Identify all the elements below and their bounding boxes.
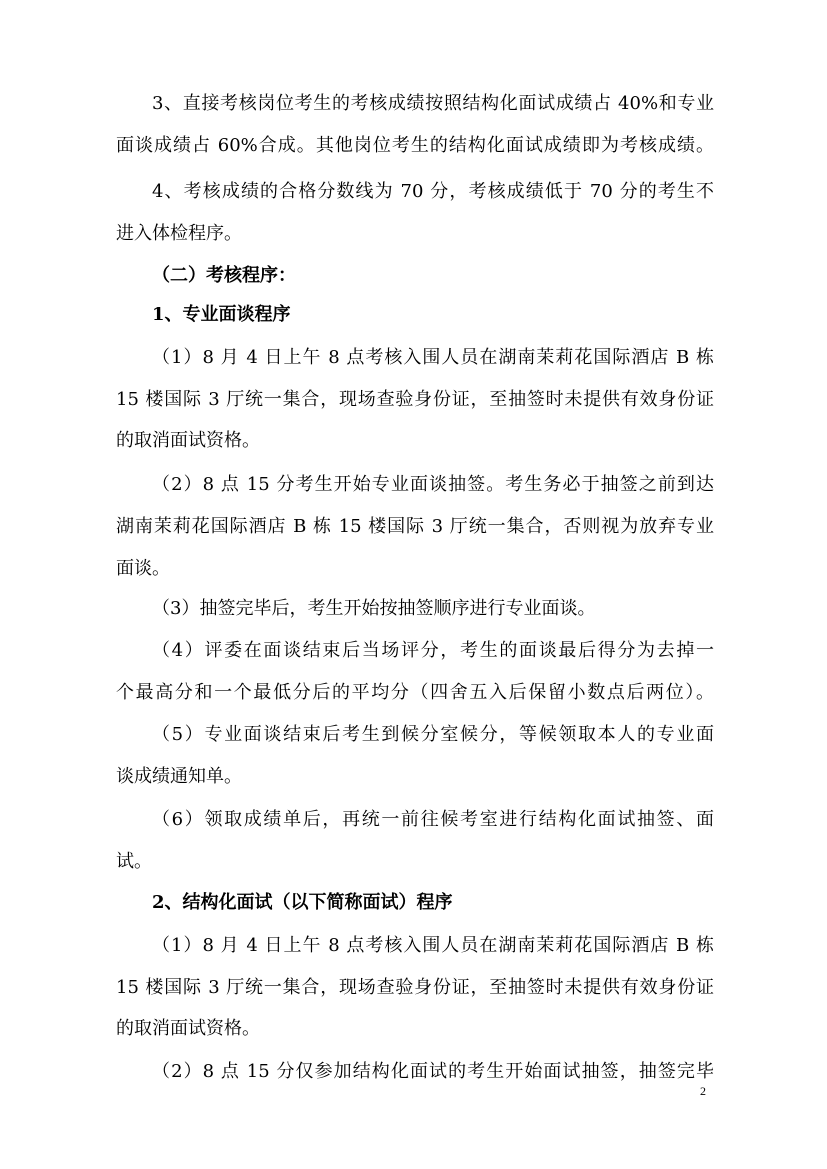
paragraph-line: 面谈。 <box>116 558 170 579</box>
paragraph-line: （1）8 月 4 日上午 8 点考核入围人员在湖南茉莉花国际酒店 B 栋 <box>152 347 714 368</box>
section-heading: （二）考核程序： <box>152 265 296 286</box>
subsection-heading: 2、结构化面试（以下简称面试）程序 <box>152 892 453 913</box>
paragraph-line: （2）8 点 15 分仅参加结构化面试的考生开始面试抽签，抽签完毕 <box>152 1061 714 1082</box>
paragraph-line: 15 楼国际 3 厅统一集合，现场查验身份证，至抽签时未提供有效身份证 <box>116 977 714 998</box>
paragraph-line: 4、考核成绩的合格分数线为 70 分，考核成绩低于 70 分的考生不 <box>152 181 714 202</box>
paragraph-line: 的取消面试资格。 <box>116 430 260 451</box>
paragraph-line: （3）抽签完毕后，考生开始按抽签顺序进行专业面谈。 <box>152 598 596 619</box>
paragraph-line: 的取消面试资格。 <box>116 1018 260 1039</box>
paragraph-line: 面谈成绩占 60%合成。其他岗位考生的结构化面试成绩即为考核成绩。 <box>116 135 714 156</box>
paragraph-line: 个最高分和一个最低分后的平均分（四舍五入后保留小数点后两位）。 <box>116 682 714 703</box>
paragraph-line: （4）评委在面谈结束后当场评分，考生的面谈最后得分为去掉一 <box>152 640 714 661</box>
paragraph-line: （5）专业面谈结束后考生到候分室候分，等候领取本人的专业面 <box>152 724 714 745</box>
paragraph-line: 试。 <box>116 851 152 872</box>
paragraph-line: 进入体检程序。 <box>116 223 242 244</box>
paragraph-line: 湖南茉莉花国际酒店 B 栋 15 楼国际 3 厅统一集合，否则视为放弃专业 <box>116 516 714 537</box>
paragraph-line: （2）8 点 15 分考生开始专业面谈抽签。考生务必于抽签之前到达 <box>152 474 714 495</box>
subsection-heading: 1、专业面谈程序 <box>152 304 291 325</box>
paragraph-line: 15 楼国际 3 厅统一集合，现场查验身份证，至抽签时未提供有效身份证 <box>116 389 714 410</box>
paragraph-line: （1）8 月 4 日上午 8 点考核入围人员在湖南茉莉花国际酒店 B 栋 <box>152 935 714 956</box>
paragraph-line: 3、直接考核岗位考生的考核成绩按照结构化面试成绩占 40%和专业 <box>152 93 714 114</box>
paragraph-line: （6）领取成绩单后，再统一前往候考室进行结构化面试抽签、面 <box>152 809 714 830</box>
page-number: 2 <box>700 1084 706 1098</box>
paragraph-line: 谈成绩通知单。 <box>116 766 242 787</box>
